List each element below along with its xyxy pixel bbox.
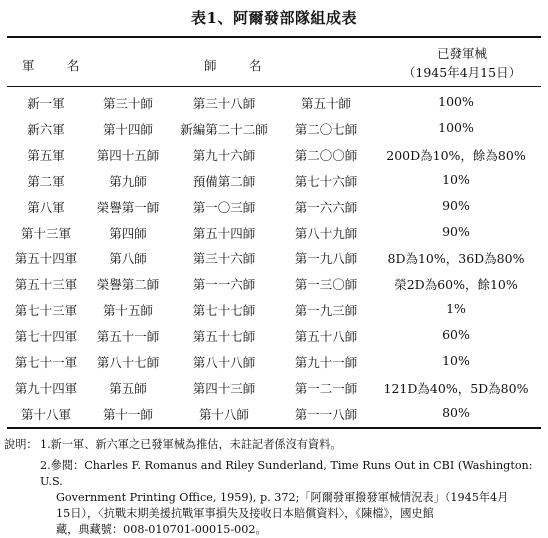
cell-army: 第七十四軍 — [14, 329, 78, 345]
cell-army: 第五十四軍 — [14, 251, 78, 267]
cell-division-3: 第二〇七師 — [294, 121, 358, 137]
cell-division-3: 第八十九師 — [294, 225, 358, 241]
cell-division-1: 第四師 — [109, 225, 147, 241]
note-2-line-4: 藏，典藏號：008-010701-00015-002。 — [56, 523, 267, 536]
cell-equipment: 200D為10%，餘為80% — [386, 147, 526, 163]
cell-army: 第七十一軍 — [14, 355, 78, 370]
cell-division-1: 榮譽第一師 — [96, 199, 160, 215]
table-row — [0, 146, 548, 171]
cell-division-2: 新編第二十二師 — [180, 121, 268, 137]
cell-equipment: 80% — [442, 404, 470, 420]
cell-division-3: 第一二一師 — [294, 380, 358, 396]
cell-division-1: 第十一師 — [102, 406, 153, 422]
cell-army: 第五軍 — [27, 147, 65, 163]
notes-label: 說明： — [4, 438, 38, 451]
note-2-line-2: Government Printing Office, 1959), p. 372;「阿爾發軍撥發軍械情況表」（1945年4月 — [56, 491, 509, 504]
table-row — [0, 172, 548, 197]
cell-equipment: 榮2D為60%，餘10% — [394, 277, 518, 293]
cell-equipment: 8D為10%，36D為80% — [387, 251, 525, 267]
header-equipment-line1: 已發軍械 — [436, 46, 487, 61]
cell-division-1: 第九師 — [109, 173, 147, 189]
header-rule — [7, 86, 541, 87]
cell-equipment: 90% — [442, 197, 470, 213]
note-1: 1.新一軍、新六軍之已發軍械為推估，未註記者係沒有資料。 — [40, 438, 342, 451]
cell-army: 第八軍 — [27, 199, 65, 215]
cell-division-3: 第一三〇師 — [294, 277, 358, 293]
header-army-name: 軍 名 — [22, 58, 90, 73]
table-row — [0, 379, 548, 404]
cell-army: 第十三軍 — [20, 225, 71, 241]
cell-division-1: 第八十七師 — [96, 355, 160, 370]
cell-division-2: 第八十八師 — [192, 355, 256, 370]
cell-division-2: 第五十七師 — [192, 329, 256, 345]
cell-division-2: 第四十三師 — [192, 380, 256, 396]
cell-army: 第五十三軍 — [14, 277, 78, 293]
table-row — [0, 249, 548, 274]
cell-division-2: 第十八師 — [198, 406, 249, 422]
note-2-line-1: 2.參閱：Charles F. Romanus and Riley Sunderland, Time Runs Out in CBI (Washington: U.S. — [40, 459, 533, 488]
cell-equipment: 60% — [442, 327, 470, 343]
cell-division-3: 第七十六師 — [294, 173, 358, 189]
note-2-line-3: 15日），〈抗戰末期美援抗戰軍事損失及接收日本賠償資料〉，《陳檔》，國史館 — [56, 507, 434, 520]
cell-division-3: 第一六六師 — [294, 199, 358, 215]
cell-army: 第九十四軍 — [14, 380, 78, 396]
header-equipment — [398, 44, 526, 82]
cell-equipment: 121D為40%，5D為80% — [383, 380, 529, 396]
cell-division-1: 第五師 — [109, 380, 147, 396]
table-row — [0, 327, 548, 352]
table-top-rule — [7, 36, 541, 38]
cell-division-3: 第九十一師 — [294, 355, 358, 370]
cell-division-1: 第十四師 — [102, 121, 153, 137]
header-equipment-line2: （1945年4月15日） — [402, 65, 522, 80]
cell-division-2: 預備第二師 — [192, 173, 256, 189]
cell-division-3: 第二〇〇師 — [294, 147, 358, 163]
cell-equipment: 90% — [442, 223, 470, 239]
cell-division-1: 第五十一師 — [96, 329, 160, 345]
cell-division-1: 第三十師 — [102, 96, 153, 111]
cell-division-1: 第八師 — [109, 251, 147, 267]
cell-division-3: 第五十師 — [300, 96, 351, 111]
cell-equipment: 100% — [438, 94, 474, 109]
cell-army: 第二軍 — [27, 173, 65, 189]
note-2 — [40, 458, 544, 538]
cell-division-1: 榮譽第二師 — [96, 277, 160, 293]
cell-division-3: 第一九八師 — [294, 251, 358, 267]
cell-division-1: 第四十五師 — [96, 147, 160, 163]
cell-division-2: 第一〇三師 — [192, 199, 256, 215]
cell-equipment: 100% — [438, 119, 474, 135]
table-row — [0, 275, 548, 300]
cell-equipment: 10% — [442, 171, 470, 187]
header-division-names: 師 名 — [204, 58, 272, 73]
table-title: 表1、阿爾發部隊組成表 — [191, 9, 357, 27]
cell-army: 新一軍 — [27, 96, 65, 111]
cell-division-2: 第九十六師 — [192, 147, 256, 163]
cell-division-3: 第一一八師 — [294, 406, 358, 422]
cell-division-1: 第十五師 — [102, 303, 153, 319]
cell-division-2: 第一一六師 — [192, 277, 256, 293]
table-row — [0, 353, 548, 378]
cell-equipment: 1% — [446, 301, 466, 317]
cell-army: 第七十三軍 — [14, 303, 78, 319]
table-row — [0, 301, 548, 326]
cell-equipment: 10% — [442, 353, 470, 368]
cell-division-2: 第三十六師 — [192, 251, 256, 267]
table-row — [0, 224, 548, 249]
table-row — [0, 120, 548, 145]
cell-division-2: 第七十七師 — [192, 303, 256, 319]
cell-army: 第十八軍 — [20, 406, 71, 422]
table-row — [0, 94, 548, 119]
table-bottom-rule — [7, 427, 541, 429]
cell-division-3: 第一九三師 — [294, 303, 358, 319]
cell-division-2: 第五十四師 — [192, 225, 256, 241]
table-row — [0, 198, 548, 223]
cell-division-3: 第五十八師 — [294, 329, 358, 345]
cell-army: 新六軍 — [27, 121, 65, 137]
cell-division-2: 第三十八師 — [192, 96, 256, 111]
